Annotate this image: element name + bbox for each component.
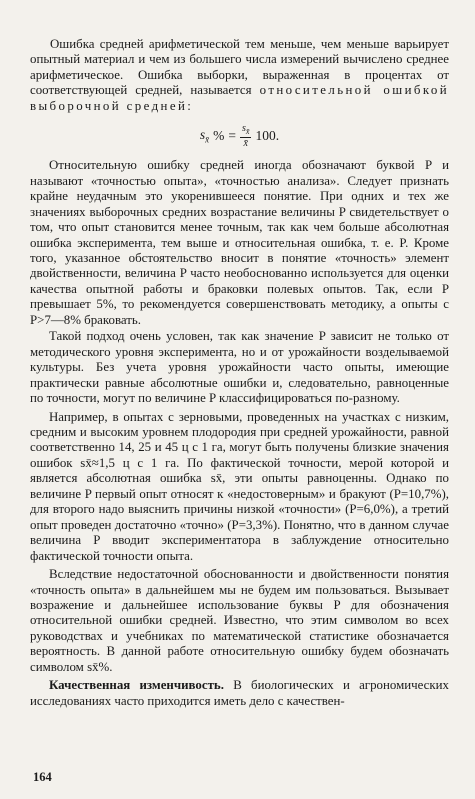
paragraph-1 — [30, 37, 449, 114]
paragraph-3: Такой подход очень условен, так как значение P зависит не только от методического уровня эксперимента, но и от урожайности возделываемой культуры. Без учета уровня урожайности часто опыты, имеющие практически равные абсолютные ошибки и, следовательно, равноценные по точности, могут по величине P классифицироваться по-разному. — [30, 329, 449, 406]
paragraph-6 — [30, 678, 449, 709]
formula-tail: 100. — [255, 128, 280, 144]
formula-lhs: $s_{x̄}$ — [199, 127, 210, 146]
formula-equals: = — [228, 128, 237, 144]
relative-error-formula — [30, 119, 449, 153]
section-heading: Качественная изменчивость. — [49, 678, 224, 693]
paragraph-6-text: В биологических и агрономических исследованиях часто приходится иметь дело с качествен- — [30, 678, 449, 708]
paragraph-4: Например, в опытах с зерновыми, проведенных на участках с низким, средним и высоким уровнем плодородия при средней урожайности, равной соответственно 14, 25 и 45 ц с 1 га, могут быть получены близкие значения ошибок sx̄≈1,5 ц с 1 га. По фактической точности, мерой которой и является абсолютная ошибка sx̄, эти опыты равноценны. Однако по величине P первый опыт относят к «недостоверным» и бракуют (P=10,7%), для второго надо выяснить причины низкой «точности» (P=6,0%), а третий опыт проведен достаточно «точно» (P=3,3%). Понятно, что в данном случае величина P вводит экспериментатора в заблуждение относительно фактической точности опыта. — [30, 409, 449, 563]
formula-percent: % — [213, 128, 225, 144]
page-number: 164 — [33, 770, 52, 784]
paragraph-1-text: Ошибка средней арифметической тем меньше, чем меньше варьирует опытный материал и чем из большего числа измерений вычислено среднее арифметическое. Ошибка выборки, выраженная в процентах от соответствующей средней, называется — [30, 37, 449, 98]
formula-fraction: $\frac{s_{x̄}}{x̄}$ — [242, 123, 250, 150]
paragraph-1-spaced-term: относительной ошибкой выборочной средней: — [30, 83, 449, 113]
paragraph-2: Относительную ошибку средней иногда обозначают буквой P и называют «точностью опыта», «точностью анализа». Следует признать крайне неудачным это укоренившееся понятие. При одних и тех же значениях выборочных средних возрастание величины P свидетельствует о том, что опыт становится менее точным, так как чем больше абсолютная ошибка эксперимента, тем выше и относительная ошибка, т. е. P. Кроме того, указанное обстоятельство вносит в понятие «точность» элемент двойственности, величина P часто необоснованно используется для оценки качества опытной работы и браковки полевых опытов. Так, если P превышает 5%, то рекомендуется совершенствовать методику, а опыты с P>7—8% браковать. — [30, 158, 449, 327]
paragraph-5: Вследствие недостаточной обоснованности и двойственности понятия «точность опыта» в дальнейшем мы не будем им пользоваться. Вызывает возражение и дальнейшее использование буквы P для обозначения относительной ошибки средней. Известно, что этим символом во всех руководствах и учебниках по математической статистике обозначается вероятность. В данной работе относительную ошибку будем обозначать символом sx̄%. — [30, 567, 449, 674]
